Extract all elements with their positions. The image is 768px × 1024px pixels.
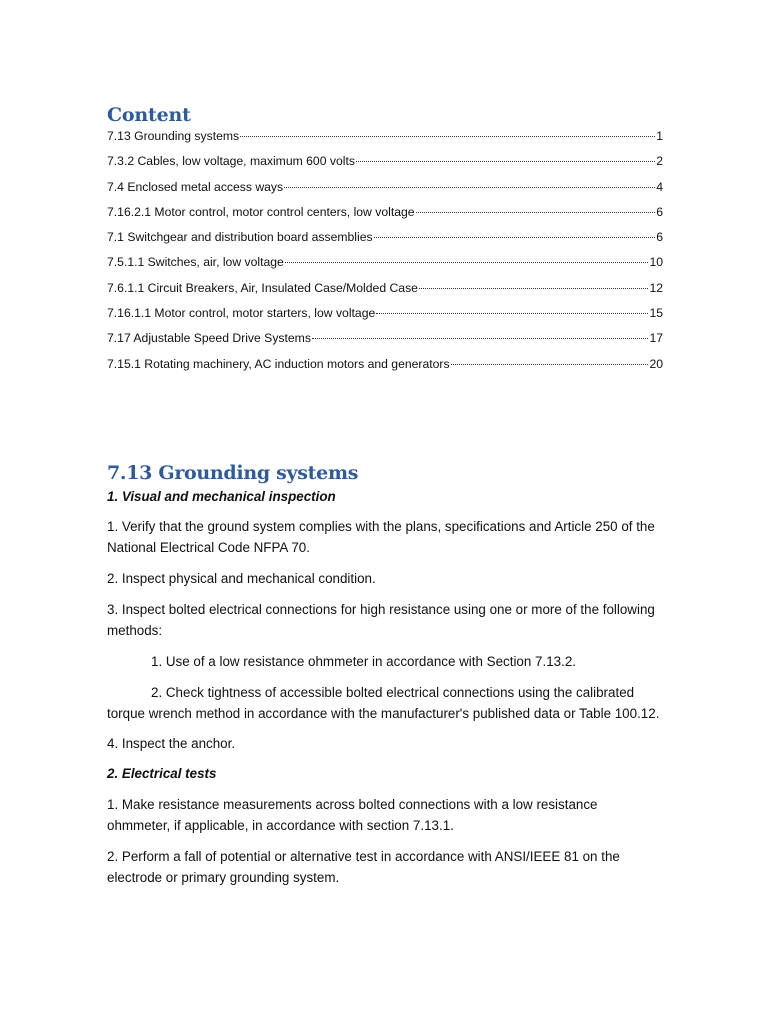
- paragraph: 4. Inspect the anchor.: [107, 736, 236, 751]
- toc-entry[interactable]: [107, 357, 663, 382]
- toc-entry-page: 17: [649, 331, 663, 346]
- toc-entry-title: 7.15.1 Rotating machinery, AC induction motors and generators: [107, 356, 450, 371]
- paragraph: 1. Verify that the ground system complies with the plans, specifications and Article 250 of the National Electrical Code NFPA 70.: [107, 519, 655, 555]
- paragraph: 3. Inspect bolted electrical connections for high resistance using one or more of the following methods:: [107, 602, 655, 638]
- toc-entry-title: 7.6.1.1 Circuit Breakers, Air, Insulated Case/Molded Case: [107, 280, 418, 295]
- paragraph: 2. Inspect physical and mechanical condition.: [107, 571, 376, 586]
- toc-entry-title: 7.1 Switchgear and distribution board assemblies: [107, 230, 373, 245]
- paragraph-indented: 2. Check tightness of accessible bolted electrical connections using the calibrated torque wrench method in accordance with the manufacturer's published data or Table 100.12.: [107, 685, 660, 721]
- toc-entry-page: 6: [656, 230, 663, 245]
- toc-entry[interactable]: [107, 180, 663, 205]
- paragraph-indented: 1. Use of a low resistance ohmmeter in accordance with Section 7.13.2.: [151, 654, 576, 669]
- toc-entry[interactable]: [107, 129, 663, 154]
- toc-entry[interactable]: [107, 306, 663, 331]
- toc-entry[interactable]: [107, 205, 663, 230]
- toc-entry-page: 10: [649, 255, 663, 270]
- toc-entry-page: 6: [656, 204, 663, 219]
- toc-entry-title: 7.13 Grounding systems: [107, 129, 240, 143]
- toc-entry-page: 4: [656, 179, 663, 194]
- section-body: [107, 487, 663, 888]
- toc-dot-leader: [356, 161, 655, 162]
- toc-dot-leader: [240, 136, 655, 137]
- toc-entry[interactable]: [107, 331, 663, 356]
- toc-dot-leader: [416, 212, 656, 213]
- toc-entry-page: 2: [656, 154, 663, 169]
- toc-entry-title: 7.16.1.1 Motor control, motor starters, low voltage: [107, 306, 376, 321]
- toc-dot-leader: [312, 338, 649, 339]
- toc-dot-leader: [284, 187, 655, 188]
- toc-entry-title: 7.16.2.1 Motor control, motor control centers, low voltage: [107, 204, 415, 219]
- toc-entry-title: 7.5.1.1 Switches, air, low voltage: [107, 255, 284, 270]
- toc-entry-page: 12: [649, 280, 663, 295]
- toc-dot-leader: [285, 262, 649, 263]
- toc-entry-page: 1: [656, 129, 663, 143]
- subsection-title: 1. Visual and mechanical inspection: [107, 489, 336, 504]
- toc-entry[interactable]: [107, 230, 663, 255]
- document-page: [107, 104, 663, 885]
- toc-entry[interactable]: [107, 255, 663, 280]
- toc-entry-title: 7.17 Adjustable Speed Drive Systems: [107, 331, 311, 346]
- paragraph: 1. Make resistance measurements across bolted connections with a low resistance ohmmeter, if applicable, in accordance with section 7.13.1.: [107, 797, 598, 833]
- section-heading: 7.13 Grounding systems: [107, 462, 359, 484]
- toc-dot-leader: [451, 364, 649, 365]
- toc-heading: Content: [107, 104, 191, 126]
- toc-entry[interactable]: [107, 281, 663, 306]
- table-of-contents: [107, 129, 663, 382]
- toc-entry-title: 7.4 Enclosed metal access ways: [107, 179, 284, 194]
- toc-entry-page: 15: [649, 306, 663, 321]
- toc-entry[interactable]: [107, 154, 663, 179]
- toc-dot-leader: [376, 313, 648, 314]
- toc-dot-leader: [419, 288, 649, 289]
- paragraph: 2. Perform a fall of potential or alternative test in accordance with ANSI/IEEE 81 on the electrode or primary grounding system.: [107, 849, 620, 885]
- subsection-title: 2. Electrical tests: [107, 766, 217, 781]
- toc-entry-title: 7.3.2 Cables, low voltage, maximum 600 volts: [107, 154, 355, 169]
- toc-entry-page: 20: [649, 356, 663, 371]
- toc-dot-leader: [374, 237, 656, 238]
